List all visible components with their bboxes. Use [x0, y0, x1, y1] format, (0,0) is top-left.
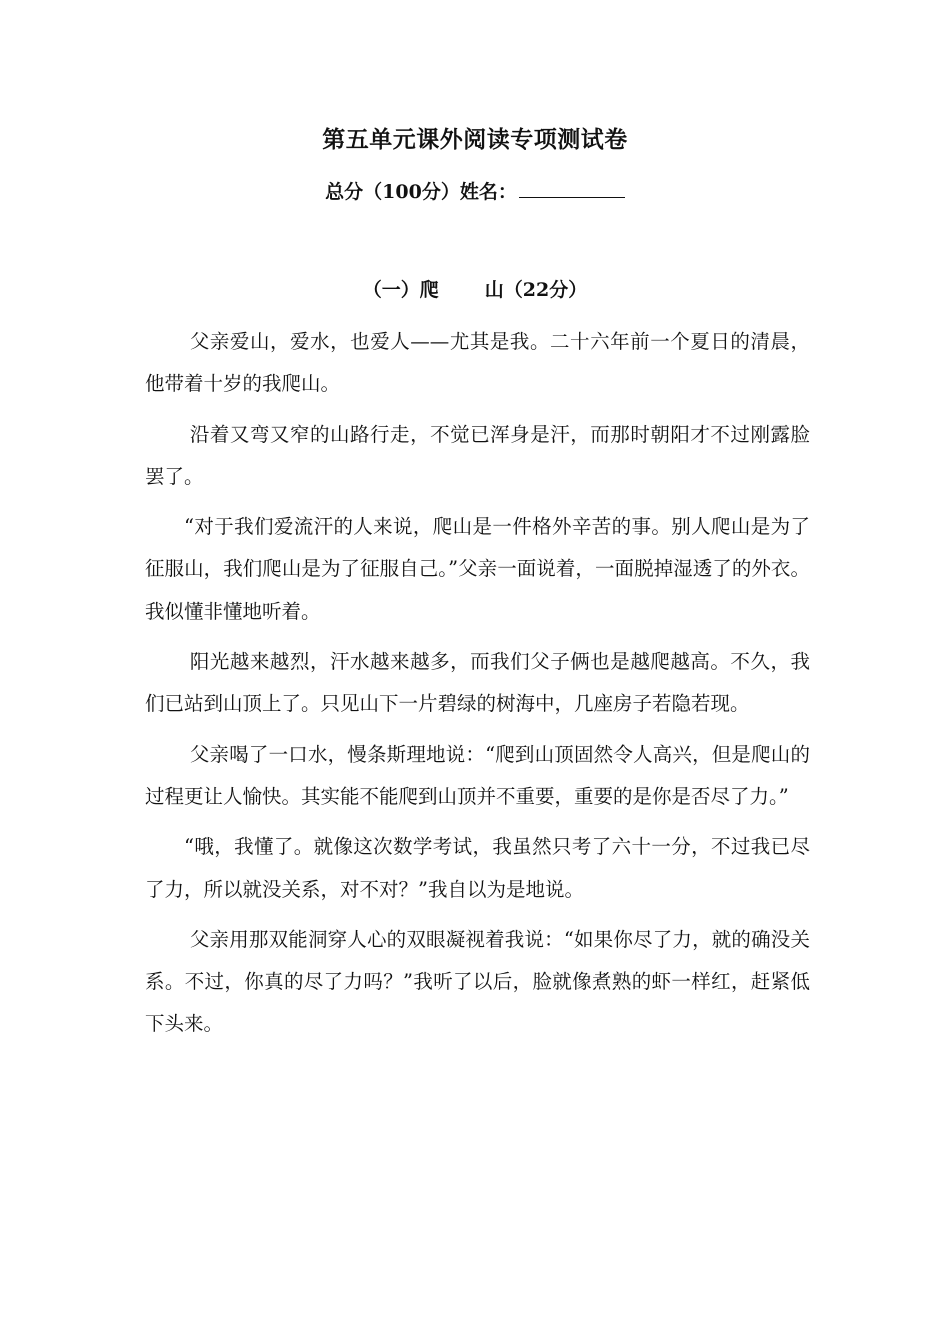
name-blank[interactable]: [519, 177, 625, 198]
paragraph: 父亲喝了一口水，慢条斯理地说：“爬到山顶固然令人高兴，但是爬山的过程更让人愉快。其实能不能爬到山顶并不重要，重要的是你是否尽了力。”: [145, 742, 810, 808]
section-title: [0, 274, 950, 306]
paragraph: 阳光越来越烈，汗水越来越多，而我们父子俩也是越爬越高。不久，我们已站到山顶上了。只见山下一片碧绿的树海中，几座房子若隐若现。: [145, 650, 810, 716]
passage-body: [145, 321, 810, 1054]
paragraph: 父亲用那双能洞穿人心的双眼凝视着我说：“如果你尽了力，就的确没关系。不过，你真的尽了力吗？”我听了以后，脸就像煮熟的虾一样红，赶紧低下头来。: [145, 927, 810, 1036]
score-name-label: 总分（100分）姓名：: [325, 181, 517, 203]
paragraph: 沿着又弯又窄的山路行走，不觉已浑身是汗，而那时朝阳才不过刚露脸罢了。: [145, 422, 810, 488]
paragraph: “对于我们爱流汗的人来说，爬山是一件格外辛苦的事。别人爬山是为了征服山，我们爬山是为了征服自己。”父亲一面说着，一面脱掉湿透了的外衣。我似懂非懂地听着。: [145, 515, 810, 623]
paragraph: 父亲爱山，爱水，也爱人——尤其是我。二十六年前一个夏日的清晨，他带着十岁的我爬山。: [145, 330, 810, 396]
paragraph: “哦，我懂了。就像这次数学考试，我虽然只考了六十一分，不过我已尽了力，所以就没关系，对不对？”我自以为是地说。: [145, 835, 810, 901]
section-title-prefix: （一）爬: [362, 279, 439, 301]
section-title-suffix: 山（22分）: [484, 279, 588, 301]
document-title: 第五单元课外阅读专项测试卷: [322, 126, 628, 153]
score-name-line: [0, 176, 950, 208]
